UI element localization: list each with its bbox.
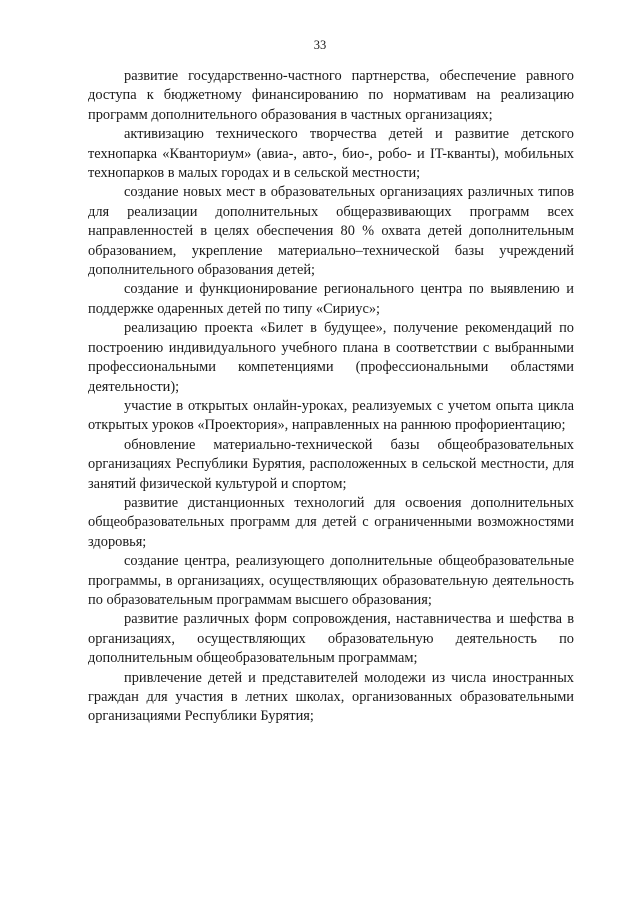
paragraph-center-creation: создание центра, реализующего дополнительные общеобразовательные программы, в организациях, осуществляющих образовательную деятельность по образовательным программам высшего образования; [88, 553, 574, 608]
paragraph-regional-center: создание и функционирование регионального центра по выявлению и поддержке одаренных детей по типу «Сириус»; [88, 281, 574, 317]
paragraph-technical-creativity: активизацию технического творчества детей и развитие детского технопарка «Кванториум» (авиа-, авто-, био-, робо- и IT-кванты), мобильных технопарков в малых городах и в сельской местности; [88, 126, 574, 182]
paragraph-online-lessons: участие в открытых онлайн-уроках, реализуемых с учетом опыта цикла открытых уроков «Проектория», направленных на раннюю профориентацию; [88, 397, 574, 434]
paragraph-material-base-update: обновление материально-технической базы общеобразовательных организациях Республики Бурятия, расположенных в сельской местности, для занятий физической культурой и спортом; [88, 436, 574, 492]
document-body [88, 67, 574, 727]
paragraph-mentoring-forms: развитие различных форм сопровождения, наставничества и шефства в организациях, осуществляющих образовательную деятельность по дополнительным общеобразовательным программам; [88, 611, 574, 667]
paragraph-ticket-to-future: реализацию проекта «Билет в будущее», получение рекомендаций по построению индивидуального учебного плана в соответствии с выбранными профессиональными компетенциями (профессиональными областями деятельности); [88, 320, 574, 395]
paragraph-new-places: создание новых мест в образовательных организациях различных типов для реализации дополнительных общеразвивающих программ всех направленностей в целях обеспечения 80 % охвата детей дополнительным образованием, укрепление материально–технической базы учреждений дополнительного образования детей; [88, 184, 574, 279]
paragraph-distance-technologies: развитие дистанционных технологий для освоения дополнительных общеобразовательных программ для детей с ограниченными возможностями здоровья; [88, 494, 574, 550]
page-number: 33 [313, 38, 327, 52]
paragraph-public-private-partnership: развитие государственно-частного партнерства, обеспечение равного доступа к бюджетному финансированию по нормативам на реализацию программ дополнительного образования в частных организациях; [88, 68, 574, 123]
paragraph-foreign-children: привлечение детей и представителей молодежи из числа иностранных граждан для участия в летних школах, организованных образовательными организациями Республики Бурятия; [88, 669, 574, 725]
